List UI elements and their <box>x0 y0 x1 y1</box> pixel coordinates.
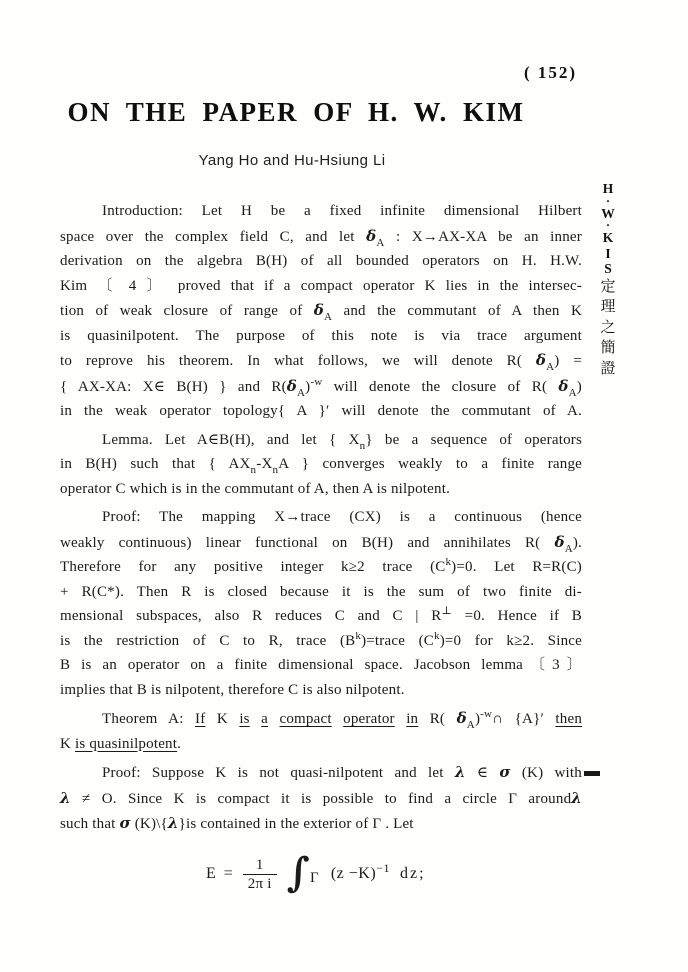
text-line: Lemma. Let A∈B(H), and let { $X_n$} be a sequence of operators <box>102 431 582 452</box>
text-line: weakly continuous) linear functional on B(H) and annihilates R( $\delta_A$). <box>60 532 582 555</box>
paragraph-lemma <box>60 428 582 502</box>
text-line: Kim 〔 4 〕 proved that if a compact operator K lies in the intersec- <box>60 277 582 294</box>
integral-subscript: Γ <box>309 870 319 886</box>
text-line: is the restriction of C to R, trace $(B^k)=trace$ $(C^k)=0$ for k≥2. Since <box>60 629 582 649</box>
margin-dash-mark <box>584 771 600 776</box>
paper-body <box>60 199 582 899</box>
formula-differential: dz; <box>399 865 426 883</box>
text-line: derivation on the algebra B(H) of all bounded operators on H. H.W. <box>60 253 582 269</box>
formula-lhs: E = <box>206 865 235 883</box>
text-line: B is an operator on a finite dimensional space. Jacobson lemma〔3〕 <box>60 657 582 673</box>
paragraph-introduction <box>60 199 582 424</box>
text-line: Theorem A: If K is a compact operator in R( $\delta_A)^{-w}\cap$ {A}′ then <box>102 708 583 731</box>
text-line: in B(H) such that { $AX_n-X_nA$ } converges weakly to a finite range <box>60 456 582 476</box>
text-line: space over the complex field C, and let $\delta_A$ : X→AX-XA be an inner <box>60 226 582 249</box>
text-line: λ ≠ O. Since K is compact it is possible to find a circle Γ aroundλ <box>60 788 582 807</box>
text-line: such that σ (K)\{λ}is contained in the exterior of Γ . Let <box>60 814 414 832</box>
text-line: in the weak operator topology{ A }′ will denote the commutant of A. <box>60 403 582 419</box>
margin-char: 之 <box>600 319 616 336</box>
text-line: tion of weak closure of range of $\delta_A$ and the commutant of A then K <box>60 301 582 323</box>
integrand-base: (z −K) <box>330 865 377 883</box>
fraction-numerator: 1 <box>255 856 264 873</box>
margin-char: 簡 <box>600 340 616 356</box>
margin-char: W <box>601 205 615 221</box>
text-line: { AX-XA: X∈ B(H) } and $R(\delta_A)^{-w}$ will denote the closure of R( $\delta_A$) <box>60 375 582 399</box>
margin-char: K <box>602 230 614 245</box>
margin-char: 理 <box>600 299 616 315</box>
paragraph-proof-theorem <box>60 760 582 837</box>
formula-fraction <box>243 857 277 893</box>
display-formula <box>206 848 582 899</box>
text-line: is quasinilpotent. The purpose of this note is via trace argument <box>60 327 582 344</box>
text-line: K is quasinilpotent. <box>60 735 182 752</box>
integral-sign: ∫ <box>286 848 310 896</box>
paper-authors: Yang Ho and Hu-Hsiung Li <box>198 152 386 169</box>
margin-char: H <box>602 181 614 196</box>
integrand-exponent: −1 <box>376 861 390 876</box>
paper-title: ON THE PAPER OF H. W. KIM <box>67 97 525 127</box>
text-line: Proof: Suppose K is not quasi-nilpotent and let λ ∈ σ (K) with <box>102 763 582 781</box>
page-number: ( 152) <box>524 63 578 82</box>
text-line: implies that B is nilpotent, therefore C is also nilpotent. <box>60 681 405 698</box>
paragraph-proof-lemma <box>60 505 582 702</box>
margin-char: S <box>604 261 612 276</box>
margin-char: · <box>605 193 610 208</box>
text-line: Introduction: Let H be a fixed infinite dimensional Hilbert <box>102 203 582 219</box>
margin-char: 證 <box>600 360 616 377</box>
text-line: mensional subspaces, also R reduces C and C | R⊥ =0. Hence if B <box>60 605 582 624</box>
margin-char: · <box>605 218 610 232</box>
text-line: Proof: The mapping X→trace (CX) is a continuous (hence <box>102 509 582 525</box>
formula-integrand <box>331 862 426 887</box>
text-line: operator C which is in the commutant of A, then A is nilpotent. <box>60 480 451 497</box>
paragraph-theorem-a <box>60 706 582 756</box>
margin-vertical-label <box>598 181 618 379</box>
text-line: + R(C*). Then R is closed because it is the sum of two finite di- <box>60 583 582 600</box>
text-line: Therefore for any positive integer k≥2 trace $(C^k)=0$. Let R=R(C) <box>60 556 582 575</box>
margin-char: 定 <box>600 278 616 295</box>
fraction-denominator: 2π i <box>243 874 277 893</box>
text-line: to reprove his theorem. In what follows, we will denote R( $\delta_A$) = <box>60 351 582 373</box>
margin-char: I <box>605 245 611 261</box>
